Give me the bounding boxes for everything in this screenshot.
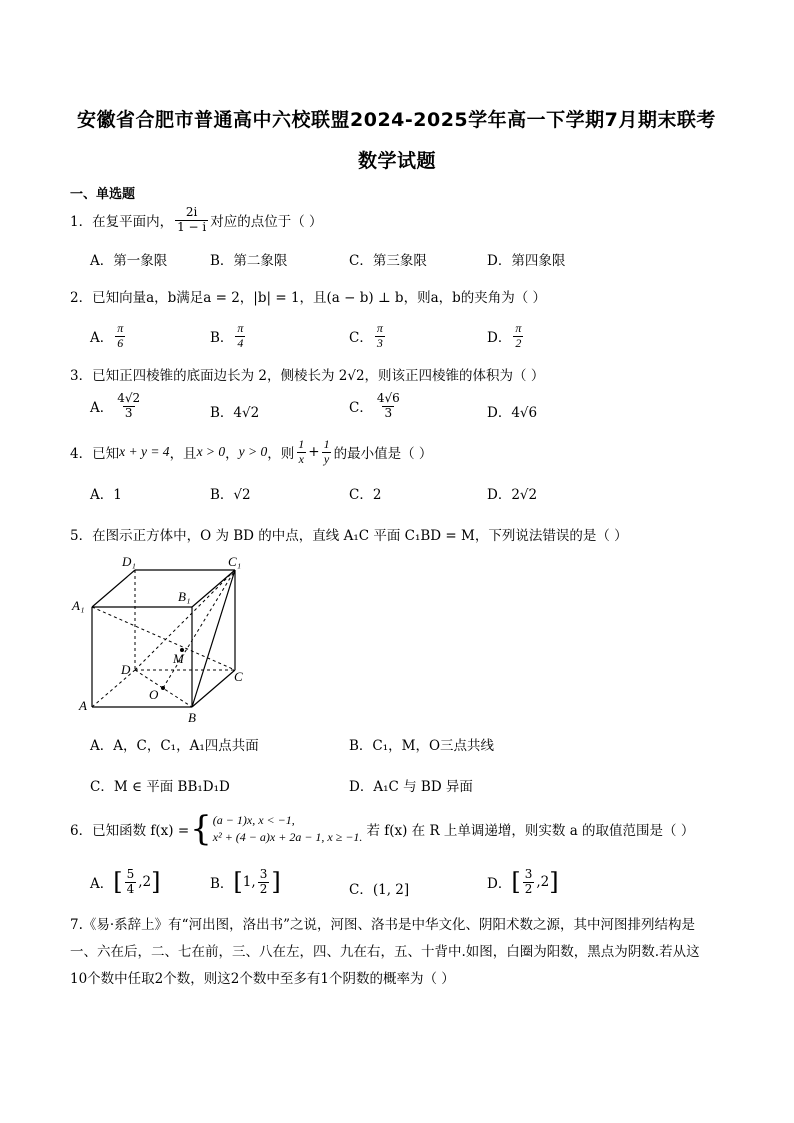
q7-line-1: 7.《易·系辞上》有“河出图，洛出书”之说，河图、洛书是中华文化、阴阳术数之源，其中河图排列结构是 [70, 917, 695, 933]
q2-d-den: 2 [515, 335, 522, 350]
q4-then: ，则 [267, 446, 295, 463]
q4-a-label: A． [90, 487, 114, 503]
q6-a-num: 5 [126, 867, 135, 881]
q4-cond-x: x > 0 [196, 444, 226, 460]
q6-d-left: [ [511, 868, 521, 897]
q4-suffix: 的最小值是（ ） [333, 446, 433, 463]
q6-b-right: ] [271, 868, 281, 897]
q2-option-d [487, 322, 525, 351]
q1-option-a: A．第一象限 [90, 253, 168, 269]
q3-c-frac [375, 392, 402, 421]
q4-b-val: √2 [233, 487, 251, 503]
q6-option-b [210, 868, 281, 897]
label-a: A [79, 698, 87, 713]
q5-option-c: C．M ∈ 平面 BB₁D₁D [90, 779, 230, 795]
q3-c-label: C． [349, 400, 373, 417]
q4-c-val: 2 [372, 487, 382, 503]
q2-option-a [90, 322, 127, 351]
section-heading: 一、单选题 [70, 187, 136, 202]
q6-case-2: x² + (4 − a)x + 2a − 1, x ≥ −1. [212, 830, 363, 844]
q4-expr: x + y = 4 [119, 444, 170, 460]
q4-b-label: B． [210, 487, 234, 503]
q2-a-frac [115, 322, 125, 351]
q2-a-label: A． [90, 330, 114, 347]
q2-b-frac [235, 322, 245, 351]
question-5: 5．在图示正方体中，O 为 BD 的中点，直线 A₁C 平面 C₁BD = M，下列说法错误的是（ ） [70, 528, 628, 544]
q2-a-den: 6 [117, 335, 124, 350]
q2-c-num: π [376, 321, 383, 335]
label-o: O [149, 687, 159, 702]
q2-c-den: 3 [376, 335, 383, 350]
q3-c-num: 4√6 [376, 391, 400, 405]
q4-option-b [210, 483, 251, 503]
q3-a-num: 4√2 [117, 391, 141, 405]
q7-line-3: 10个数中任取2个数，则这2个数中至多有1个阴数的概率为（ ） [70, 971, 455, 987]
q3-option-b [210, 401, 259, 421]
q3-a-label: A． [90, 400, 114, 417]
q1-fraction [175, 206, 208, 235]
label-b1: B₁ [178, 589, 191, 604]
label-b: B [188, 710, 196, 725]
q6-a-label: A． [90, 876, 114, 893]
q6-a-frac [125, 868, 137, 897]
q3-b-label: B． [210, 405, 234, 421]
q4-frac-x [296, 438, 306, 467]
q3-option-d [487, 401, 537, 421]
q7-line-2: 一、六在后，二、七在前，三、八在左，四、九在右，五、十背中.如图，白圈为阳数，黑点为阴数.若从这 [70, 944, 700, 960]
q3-b-val: 4√2 [233, 405, 260, 421]
cube-figure [70, 550, 260, 725]
q3-c-den: 3 [384, 405, 393, 420]
label-c: C [234, 669, 243, 684]
q6-a-rest: ,2 [138, 874, 152, 891]
q4-frac-x-num: 1 [298, 437, 305, 451]
q6-a-right: ] [151, 868, 161, 897]
page-title: 安徽省合肥市普通高中六校联盟2024-2025学年高一下学期7月期末联考 [77, 109, 716, 131]
q4-frac-y-num: 1 [323, 437, 330, 451]
q6-option-d [487, 868, 559, 897]
q5-option-d: D．A₁C 与 BD 异面 [349, 779, 473, 795]
q3-option-a [90, 392, 144, 421]
q4-option-a [90, 483, 122, 503]
question-1 [70, 206, 323, 235]
q6-a-left: [ [113, 868, 123, 897]
q6-a-den: 4 [126, 881, 135, 896]
label-c1: C₁ [228, 554, 242, 569]
q1-num: 2i [185, 205, 198, 219]
q4-option-d [487, 483, 537, 503]
q6-d-label: D． [487, 876, 512, 893]
q4-a-val: 1 [113, 487, 122, 503]
q2-b-label: B． [210, 330, 234, 347]
q4-d-label: D． [487, 487, 512, 503]
q4-cond-y: y > 0 [238, 444, 268, 460]
q5-option-b: B．C₁，M，O三点共线 [349, 738, 495, 754]
q6-d-rest: ,2 [536, 874, 550, 891]
q4-plus: + [308, 444, 320, 461]
q5-option-a: A．A，C，C₁，A₁四点共面 [90, 738, 259, 754]
q6-c-label: C． [349, 882, 373, 898]
question-2: 2．已知向量a，b满足a = 2，|b| = 1，且(a − b) ⊥ b，则a，b的夹角为（ ） [70, 290, 547, 306]
q1-option-b: B．第二象限 [210, 253, 288, 269]
label-a1: A₁ [72, 598, 85, 613]
q6-b-num: 3 [259, 867, 268, 881]
q2-option-b [210, 322, 247, 351]
q3-option-c [349, 392, 404, 421]
q6-c-val: (1, 2] [372, 882, 410, 898]
q2-a-num: π [117, 321, 124, 335]
q6-option-a [90, 868, 161, 897]
label-m: M [173, 651, 184, 666]
page-subtitle: 数学试题 [358, 150, 437, 172]
q6-d-right: ] [549, 868, 559, 897]
q4-option-c [349, 483, 381, 503]
q4-d-val: 2√2 [511, 487, 538, 503]
q2-b-den: 4 [237, 335, 244, 350]
q1-prefix: 1．在复平面内， [70, 214, 174, 231]
question-7 [70, 912, 720, 993]
q4-frac-x-den: x [298, 451, 304, 466]
q1-den: 1 − i [177, 219, 207, 234]
q3-a-den: 3 [124, 405, 133, 420]
q6-b-frac [258, 868, 270, 897]
q2-d-label: D． [487, 330, 512, 347]
q4-mid: ，且 [169, 446, 197, 463]
q1-option-c: C．第三象限 [349, 253, 427, 269]
q1-option-d: D．第四象限 [487, 253, 566, 269]
q6-brace: { [190, 809, 212, 849]
q2-option-c [349, 322, 387, 351]
q6-b-den: 2 [259, 881, 268, 896]
q2-b-num: π [237, 321, 244, 335]
q2-c-frac [375, 322, 385, 351]
label-d: D [121, 662, 131, 677]
q6-piecewise [213, 812, 363, 846]
q6-d-frac [523, 868, 535, 897]
q4-prefix: 4．已知 [70, 446, 120, 463]
label-d1: D₁ [122, 554, 136, 569]
q3-d-val: 4√6 [511, 405, 538, 421]
question-6 [70, 809, 695, 849]
q6-d-num: 3 [524, 867, 533, 881]
q4-sep: ， [225, 446, 239, 463]
q6-suffix: 若 f(x) 在 R 上单调递增，则实数 a 的取值范围是（ ） [366, 823, 695, 839]
question-3: 3．已知正四棱锥的底面边长为 2，侧棱长为 2√2，则该正四棱锥的体积为（ ） [70, 368, 545, 384]
q2-d-frac [513, 322, 523, 351]
q3-d-label: D． [487, 405, 512, 421]
q6-d-den: 2 [524, 881, 533, 896]
q6-case-1: (a − 1)x, x < −1, [212, 813, 295, 827]
point-o [161, 686, 165, 690]
q1-suffix: 对应的点位于（ ） [210, 214, 323, 231]
q3-a-frac [115, 392, 142, 421]
q6-prefix: 6．已知函数 f(x) = [70, 823, 190, 839]
question-4 [70, 438, 432, 467]
q2-d-num: π [515, 321, 522, 335]
q4-c-label: C． [349, 487, 373, 503]
q6-b-label: B． [210, 876, 234, 893]
q4-frac-y [322, 438, 332, 467]
q6-b-left: [ [233, 868, 243, 897]
q2-c-label: C． [349, 330, 373, 347]
q6-option-c [349, 878, 409, 898]
q4-frac-y-den: y [323, 451, 330, 466]
q6-b-pre: 1, [242, 874, 256, 891]
